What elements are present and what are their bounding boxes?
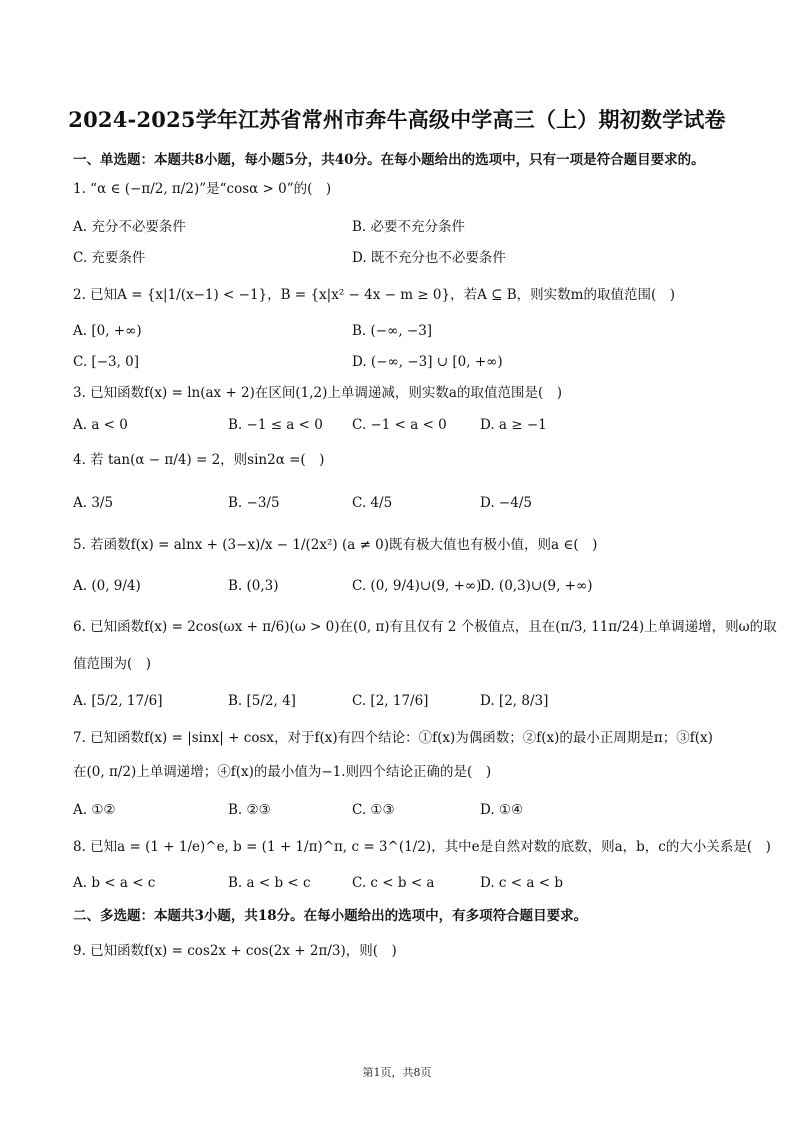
question-4-option-a: A. 3/5 <box>73 495 114 511</box>
question-4-stem: 4. 若 tan(α − π/4) = 2，则sin2α =( ) <box>73 452 325 468</box>
question-6-stem: 6. 已知函数f(x) = 2cos(ωx + π/6)(ω > 0)在(0, π)有且仅有 2 个极值点，且在(π/3, 11π/24)上单调递增，则ω的取 <box>73 619 777 635</box>
section-heading-multiple-choice: 二、多选题：本题共3小题，共18分。在每小题给出的选项中，有多项符合题目要求。 <box>73 908 588 924</box>
question-7-stem: 7. 已知函数f(x) = |sinx| + cosx，对于f(x)有四个结论：①f(x)为偶函数；②f(x)的最小正周期是π；③f(x) <box>73 730 713 746</box>
question-6-option-d: D. [2, 8/3] <box>480 693 549 709</box>
question-4-option-c: C. 4/5 <box>352 495 393 511</box>
question-7-option-b: B. ②③ <box>228 802 271 818</box>
question-2-stem: 2. 已知A = {x|1/(x−1) < −1}，B = {x|x² − 4x − m ≥ 0}，若A ⊆ B，则实数m的取值范围( ) <box>73 287 675 303</box>
question-5-option-a: A. (0, 9/4) <box>73 578 141 594</box>
question-8-option-a: A. b < a < c <box>73 875 156 891</box>
question-1-option-a: A. 充分不必要条件 <box>73 219 186 235</box>
section-heading-single-choice: 一、单选题：本题共8小题，每小题5分，共40分。在每小题给出的选项中，只有一项是符合题目要求的。 <box>73 152 705 168</box>
question-1-stem: 1. “α ∈ (−π/2, π/2)”是“cosα > 0”的( ) <box>73 181 332 197</box>
question-6-stem-continued: 值范围为( ) <box>73 656 152 672</box>
question-8-option-b: B. a < b < c <box>228 875 311 891</box>
question-7-stem-continued: 在(0, π/2)上单调递增；④f(x)的最小值为−1.则四个结论正确的是( ) <box>73 764 492 780</box>
question-6-option-b: B. [5/2, 4] <box>228 693 296 709</box>
question-1-option-b: B. 必要不充分条件 <box>352 219 466 235</box>
question-3-option-b: B. −1 ≤ a < 0 <box>228 417 323 433</box>
question-6-option-c: C. [2, 17/6] <box>352 693 429 709</box>
question-1-option-c: C. 充要条件 <box>73 250 146 266</box>
question-1-option-d: D. 既不充分也不必要条件 <box>352 250 506 266</box>
question-3-option-d: D. a ≥ −1 <box>480 417 547 433</box>
question-2-option-b: B. (−∞, −3] <box>352 323 433 339</box>
question-6-option-a: A. [5/2, 17/6] <box>73 693 163 709</box>
question-3-option-a: A. a < 0 <box>73 417 128 433</box>
question-7-option-c: C. ①③ <box>352 802 395 818</box>
page-title: 2024-2025学年江苏省常州市奔牛高级中学高三（上）期初数学试卷 <box>68 107 726 132</box>
question-2-option-c: C. [−3, 0] <box>73 354 140 370</box>
question-5-option-b: B. (0,3) <box>228 578 279 594</box>
question-8-option-d: D. c < a < b <box>480 875 563 891</box>
question-7-option-a: A. ①② <box>73 802 116 818</box>
question-3-stem: 3. 已知函数f(x) = ln(ax + 2)在区间(1,2)上单调递减，则实数a的取值范围是( ) <box>73 385 562 401</box>
question-9-stem: 9. 已知函数f(x) = cos2x + cos(2x + 2π/3)，则( ) <box>73 943 397 959</box>
question-5-option-c: C. (0, 9/4)∪(9, +∞) <box>352 578 482 594</box>
question-4-option-d: D. −4/5 <box>480 495 532 511</box>
question-5-stem: 5. 若函数f(x) = alnx + (3−x)/x − 1/(2x²) (a ≠ 0)既有极大值也有极小值，则a ∈( ) <box>73 537 598 553</box>
question-5-option-d: D. (0,3)∪(9, +∞) <box>480 578 593 594</box>
question-8-stem: 8. 已知a = (1 + 1/e)^e, b = (1 + 1/π)^π, c = 3^(1/2)，其中e是自然对数的底数，则a，b，c的大小关系是( ) <box>73 839 771 855</box>
question-7-option-d: D. ①④ <box>480 802 524 818</box>
question-8-option-c: C. c < b < a <box>352 875 435 891</box>
question-2-option-d: D. (−∞, −3] ∪ [0, +∞) <box>352 354 503 370</box>
question-3-option-c: C. −1 < a < 0 <box>352 417 447 433</box>
question-2-option-a: A. [0, +∞) <box>73 323 142 339</box>
page-footer: 第1页，共8页 <box>362 1066 432 1079</box>
question-4-option-b: B. −3/5 <box>228 495 280 511</box>
